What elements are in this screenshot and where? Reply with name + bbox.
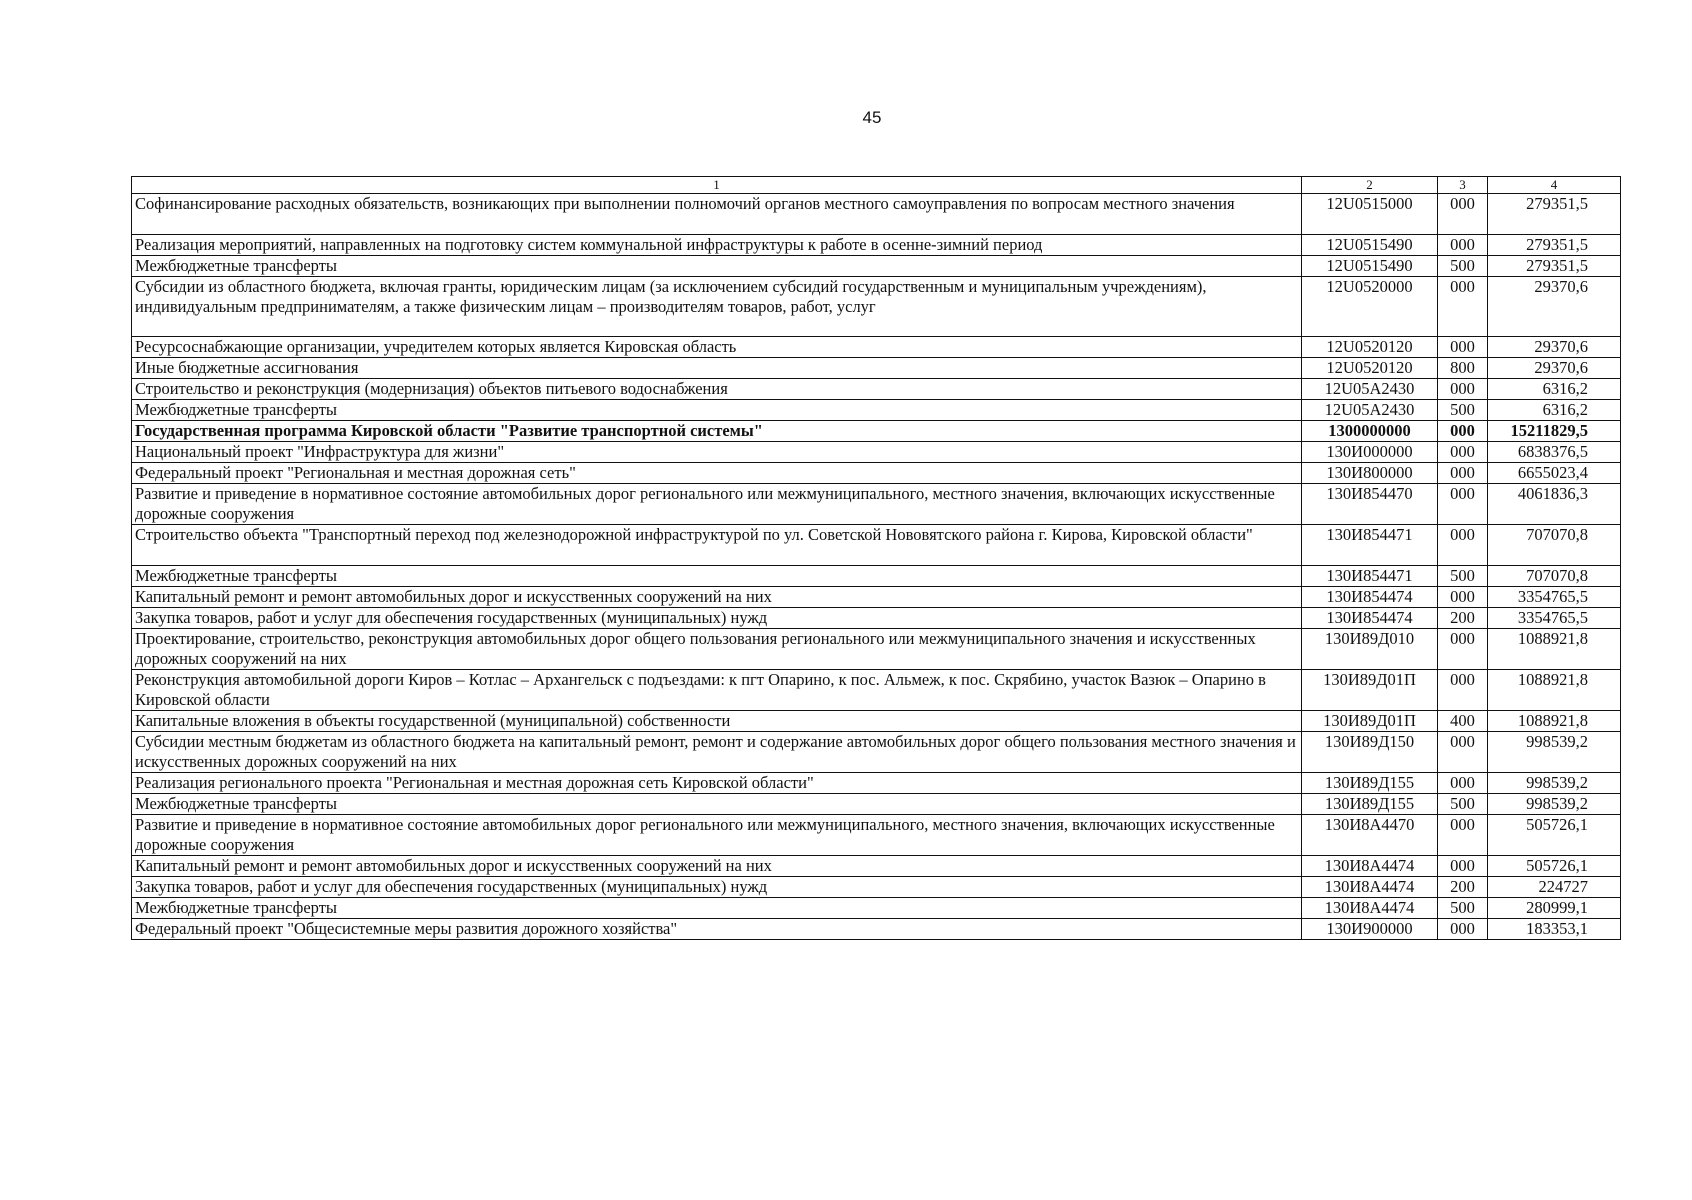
row-name-cell: Строительство и реконструкция (модернизация) объектов питьевого водоснабжения [132,379,1302,400]
row-code-cell: 130И854470 [1302,484,1438,525]
row-sum-cell: 6316,2 [1488,400,1621,421]
row-name-cell: Государственная программа Кировской области "Развитие транспортной системы" [132,421,1302,442]
row-name-cell: Субсидии местным бюджетам из областного бюджета на капитальный ремонт, ремонт и содержание автомобильных дорог общего пользования местного значения и искусственных дорожных сооружений на них [132,732,1302,773]
row-type-cell: 500 [1438,794,1488,815]
header-col-3: 3 [1438,177,1488,194]
row-name-cell: Софинансирование расходных обязательств, возникающих при выполнении полномочий органов местного самоуправления по вопросам местного значения [132,194,1302,235]
row-code-cell: 130И89Д01П [1302,711,1438,732]
row-name-cell: Федеральный проект "Общесистемные меры развития дорожного хозяйства" [132,919,1302,940]
table-row [132,670,1621,711]
table-row [132,277,1621,337]
page-number: 45 [862,108,882,127]
row-code-cell: 12U0515490 [1302,256,1438,277]
row-type-cell: 000 [1438,815,1488,856]
table-row [132,358,1621,379]
row-name-cell: Капитальный ремонт и ремонт автомобильных дорог и искусственных сооружений на них [132,856,1302,877]
row-name-cell: Реализация мероприятий, направленных на подготовку систем коммунальной инфраструктуры к работе в осенне-зимний период [132,235,1302,256]
row-code-cell: 12U0515490 [1302,235,1438,256]
row-name-cell: Межбюджетные трансферты [132,256,1302,277]
row-type-cell: 000 [1438,463,1488,484]
row-name-cell: Развитие и приведение в нормативное состояние автомобильных дорог регионального или межмуниципального, местного значения, включающих искусственные дорожные сооружения [132,815,1302,856]
row-type-cell: 800 [1438,358,1488,379]
row-code-cell: 130И89Д01П [1302,670,1438,711]
row-name-cell: Реконструкция автомобильной дороги Киров – Котлас – Архангельск с подъездами: к пгт Опарино, к пос. Альмеж, к пос. Скрябино, участок Вазюк – Опарино в Кировской области [132,670,1302,711]
row-sum-cell: 15211829,5 [1488,421,1621,442]
table-row [132,194,1621,235]
row-name-cell: Межбюджетные трансферты [132,898,1302,919]
table-row [132,732,1621,773]
row-code-cell: 130И89Д150 [1302,732,1438,773]
row-type-cell: 400 [1438,711,1488,732]
row-code-cell: 130И854471 [1302,525,1438,566]
row-sum-cell: 3354765,5 [1488,587,1621,608]
row-code-cell: 130И854474 [1302,587,1438,608]
row-sum-cell: 1088921,8 [1488,711,1621,732]
table-row [132,629,1621,670]
row-sum-cell: 707070,8 [1488,525,1621,566]
row-sum-cell: 279351,5 [1488,194,1621,235]
row-type-cell: 500 [1438,256,1488,277]
table-row [132,608,1621,629]
table-row [132,525,1621,566]
row-sum-cell: 707070,8 [1488,566,1621,587]
row-sum-cell: 224727 [1488,877,1621,898]
row-type-cell: 000 [1438,194,1488,235]
row-type-cell: 200 [1438,877,1488,898]
row-name-cell: Федеральный проект "Региональная и местная дорожная сеть" [132,463,1302,484]
row-name-cell: Национальный проект "Инфраструктура для жизни" [132,442,1302,463]
table-row [132,379,1621,400]
row-code-cell: 130И8А4474 [1302,856,1438,877]
row-code-cell: 12U0515000 [1302,194,1438,235]
row-sum-cell: 183353,1 [1488,919,1621,940]
row-code-cell: 130И8А4474 [1302,898,1438,919]
row-name-cell: Капитальные вложения в объекты государственной (муниципальной) собственности [132,711,1302,732]
table-row [132,856,1621,877]
row-type-cell: 000 [1438,235,1488,256]
row-name-cell: Строительство объекта "Транспортный переход под железнодорожной инфраструктурой по ул. Советской Нововятского района г. Кирова, Кировской области" [132,525,1302,566]
row-code-cell: 130И8А4474 [1302,877,1438,898]
row-name-cell: Межбюджетные трансферты [132,794,1302,815]
table-row [132,337,1621,358]
row-sum-cell: 1088921,8 [1488,629,1621,670]
row-type-cell: 000 [1438,670,1488,711]
row-code-cell: 130И854471 [1302,566,1438,587]
row-code-cell: 130И900000 [1302,919,1438,940]
row-type-cell: 000 [1438,277,1488,337]
row-type-cell: 000 [1438,732,1488,773]
table-row [132,587,1621,608]
row-name-cell: Субсидии из областного бюджета, включая гранты, юридическим лицам (за исключением субсидий государственным и муниципальным учреждениям), индивидуальным предпринимателям, а также физическим лицам – производителям товаров, работ, услуг [132,277,1302,337]
row-code-cell: 130И000000 [1302,442,1438,463]
row-name-cell: Реализация регионального проекта "Региональная и местная дорожная сеть Кировской области" [132,773,1302,794]
row-sum-cell: 998539,2 [1488,773,1621,794]
table-row [132,484,1621,525]
row-sum-cell: 505726,1 [1488,856,1621,877]
row-sum-cell: 6838376,5 [1488,442,1621,463]
row-code-cell: 130И800000 [1302,463,1438,484]
row-type-cell: 200 [1438,608,1488,629]
row-sum-cell: 279351,5 [1488,256,1621,277]
row-sum-cell: 3354765,5 [1488,608,1621,629]
row-sum-cell: 29370,6 [1488,337,1621,358]
row-sum-cell: 280999,1 [1488,898,1621,919]
table-row [132,711,1621,732]
row-code-cell: 130И89Д010 [1302,629,1438,670]
row-type-cell: 000 [1438,421,1488,442]
row-type-cell: 500 [1438,400,1488,421]
row-sum-cell: 4061836,3 [1488,484,1621,525]
table-row [132,815,1621,856]
row-sum-cell: 998539,2 [1488,732,1621,773]
row-sum-cell: 29370,6 [1488,358,1621,379]
row-sum-cell: 998539,2 [1488,794,1621,815]
budget-table [131,176,1621,940]
row-code-cell: 12U05A2430 [1302,400,1438,421]
row-type-cell: 500 [1438,566,1488,587]
row-type-cell: 000 [1438,484,1488,525]
row-sum-cell: 1088921,8 [1488,670,1621,711]
row-name-cell: Ресурсоснабжающие организации, учредителем которых является Кировская область [132,337,1302,358]
row-type-cell: 000 [1438,856,1488,877]
row-type-cell: 000 [1438,629,1488,670]
row-code-cell: 130И8А4470 [1302,815,1438,856]
row-code-cell: 130И89Д155 [1302,794,1438,815]
row-sum-cell: 6316,2 [1488,379,1621,400]
row-type-cell: 000 [1438,919,1488,940]
row-name-cell: Закупка товаров, работ и услуг для обеспечения государственных (муниципальных) нужд [132,608,1302,629]
row-sum-cell: 29370,6 [1488,277,1621,337]
row-sum-cell: 279351,5 [1488,235,1621,256]
header-col-2: 2 [1302,177,1438,194]
row-code-cell: 12U0520120 [1302,337,1438,358]
row-code-cell: 12U0520000 [1302,277,1438,337]
row-type-cell: 000 [1438,379,1488,400]
row-code-cell: 1300000000 [1302,421,1438,442]
row-name-cell: Проектирование, строительство, реконструкция автомобильных дорог общего пользования регионального или межмуниципального значения и искусственных дорожных сооружений на них [132,629,1302,670]
row-name-cell: Межбюджетные трансферты [132,400,1302,421]
row-type-cell: 000 [1438,442,1488,463]
table-row [132,773,1621,794]
row-type-cell: 500 [1438,898,1488,919]
table-row [132,421,1621,442]
table-row [132,919,1621,940]
row-type-cell: 000 [1438,337,1488,358]
table-header-row [132,177,1621,194]
table-body [132,194,1621,940]
row-name-cell: Закупка товаров, работ и услуг для обеспечения государственных (муниципальных) нужд [132,877,1302,898]
table-row [132,256,1621,277]
row-type-cell: 000 [1438,525,1488,566]
row-code-cell: 130И89Д155 [1302,773,1438,794]
header-col-4: 4 [1488,177,1621,194]
row-name-cell: Межбюджетные трансферты [132,566,1302,587]
row-name-cell: Иные бюджетные ассигнования [132,358,1302,379]
table-row [132,566,1621,587]
row-code-cell: 12U0520120 [1302,358,1438,379]
row-type-cell: 000 [1438,587,1488,608]
table-row [132,794,1621,815]
table-row [132,463,1621,484]
row-name-cell: Развитие и приведение в нормативное состояние автомобильных дорог регионального или межмуниципального, местного значения, включающих искусственные дорожные сооружения [132,484,1302,525]
table-row [132,400,1621,421]
header-col-1: 1 [132,177,1302,194]
row-code-cell: 12U05A2430 [1302,379,1438,400]
table-row [132,442,1621,463]
table-row [132,235,1621,256]
row-type-cell: 000 [1438,773,1488,794]
row-code-cell: 130И854474 [1302,608,1438,629]
row-sum-cell: 6655023,4 [1488,463,1621,484]
table-row [132,898,1621,919]
row-name-cell: Капитальный ремонт и ремонт автомобильных дорог и искусственных сооружений на них [132,587,1302,608]
table-row [132,877,1621,898]
row-sum-cell: 505726,1 [1488,815,1621,856]
